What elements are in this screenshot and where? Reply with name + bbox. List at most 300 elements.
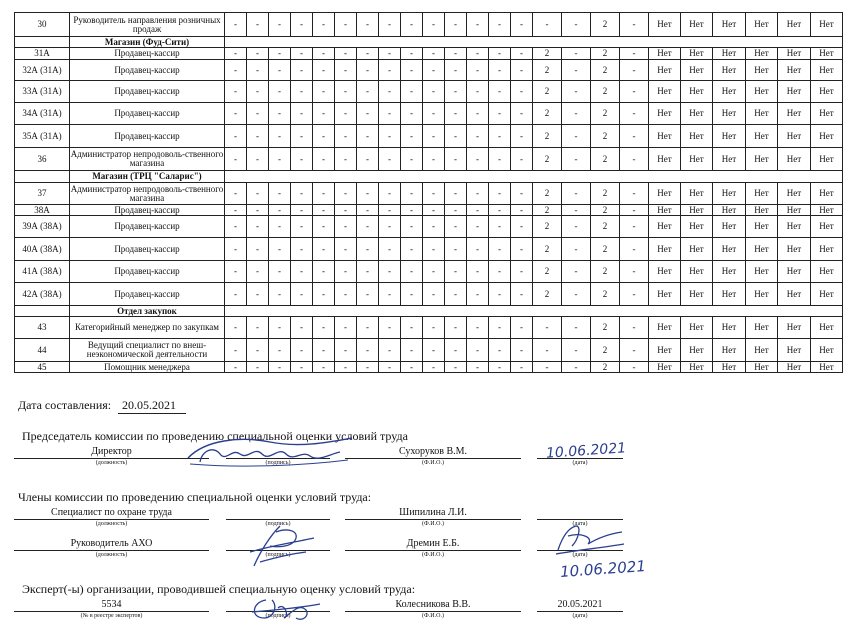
value-cell: -	[357, 362, 379, 373]
value-cell: -	[291, 261, 313, 283]
position-name: Продавец-кассир	[70, 205, 225, 216]
chairman-name: Сухоруков В.М.	[398, 446, 468, 457]
value-cell: Нет	[713, 48, 746, 60]
value-cell: Нет	[649, 125, 681, 148]
value-cell: Нет	[811, 48, 843, 60]
value-cell: Нет	[811, 103, 843, 125]
value-cell: Нет	[811, 125, 843, 148]
value-cell: -	[291, 183, 313, 205]
value-cell: -	[511, 81, 533, 103]
value-cell: -	[620, 362, 649, 373]
value-cell: -	[357, 238, 379, 261]
value-cell: -	[401, 60, 423, 81]
position-name: Продавец-кассир	[70, 238, 225, 261]
value-cell: -	[620, 216, 649, 238]
position-name: Продавец-кассир	[70, 261, 225, 283]
value-cell: -	[489, 339, 511, 362]
value-cell: Нет	[746, 339, 778, 362]
position-name: Продавец-кассир	[70, 125, 225, 148]
value-cell: Нет	[811, 60, 843, 81]
value-cell: Нет	[649, 81, 681, 103]
value-cell: Нет	[713, 339, 746, 362]
value-cell: -	[562, 339, 591, 362]
value-cell: -	[445, 238, 467, 261]
value-cell: Нет	[713, 216, 746, 238]
value-cell: -	[379, 103, 401, 125]
value-cell: -	[269, 48, 291, 60]
value-cell: Нет	[746, 60, 778, 81]
value-cell: -	[379, 125, 401, 148]
value-cell: 2	[533, 60, 562, 81]
value-cell: -	[489, 125, 511, 148]
value-cell: Нет	[811, 13, 843, 37]
value-cell: 2	[533, 238, 562, 261]
value-cell: -	[401, 103, 423, 125]
value-cell: Нет	[649, 362, 681, 373]
value-cell: Нет	[681, 283, 713, 306]
value-cell: -	[423, 125, 445, 148]
value-cell: -	[313, 148, 335, 171]
value-cell: -	[423, 339, 445, 362]
position-name: Продавец-кассир	[70, 48, 225, 60]
value-cell: -	[467, 339, 489, 362]
value-cell: -	[489, 362, 511, 373]
value-cell: Нет	[681, 148, 713, 171]
chairman-signature	[180, 432, 360, 472]
value-cell: -	[467, 81, 489, 103]
value-cell: Нет	[713, 125, 746, 148]
value-cell: -	[269, 261, 291, 283]
value-cell: -	[291, 48, 313, 60]
expert-date: 20.05.2021	[557, 599, 603, 610]
value-cell: -	[489, 81, 511, 103]
value-cell: Нет	[778, 48, 811, 60]
value-cell: -	[313, 13, 335, 37]
member2-date-signature	[548, 520, 628, 560]
value-cell: Нет	[746, 148, 778, 171]
member2-name: Дремин Е.Б.	[406, 538, 460, 549]
value-cell: -	[489, 261, 511, 283]
value-cell: 2	[591, 103, 620, 125]
value-cell: Нет	[649, 48, 681, 60]
value-cell: 2	[591, 60, 620, 81]
value-cell: Нет	[811, 339, 843, 362]
value-cell: -	[269, 205, 291, 216]
row-number: 42А (38А)	[15, 283, 70, 306]
section-row	[15, 306, 843, 317]
row-number: 32А (31А)	[15, 60, 70, 81]
position-name: Продавец-кассир	[70, 60, 225, 81]
value-cell: -	[225, 216, 247, 238]
value-cell: Нет	[778, 216, 811, 238]
value-cell: -	[335, 339, 357, 362]
row-number: 30	[15, 13, 70, 37]
value-cell: Нет	[681, 317, 713, 339]
value-cell: -	[489, 205, 511, 216]
value-cell: -	[225, 183, 247, 205]
value-cell: Нет	[649, 216, 681, 238]
value-cell: 2	[533, 48, 562, 60]
row-number: 40А (38А)	[15, 238, 70, 261]
value-cell: -	[357, 60, 379, 81]
value-cell: -	[511, 205, 533, 216]
position-name: Продавец-кассир	[70, 103, 225, 125]
value-cell: -	[423, 183, 445, 205]
value-cell: -	[335, 125, 357, 148]
value-cell: -	[291, 339, 313, 362]
value-cell: -	[401, 261, 423, 283]
value-cell: -	[489, 317, 511, 339]
value-cell: -	[247, 339, 269, 362]
chairman-position-caption: (должность)	[95, 460, 128, 466]
value-cell: -	[467, 183, 489, 205]
chairman-date-caption: (дата)	[572, 460, 588, 466]
value-cell: -	[445, 81, 467, 103]
value-cell: -	[247, 103, 269, 125]
value-cell: -	[445, 216, 467, 238]
value-cell: -	[467, 103, 489, 125]
value-cell: -	[225, 48, 247, 60]
value-cell: -	[291, 125, 313, 148]
value-cell: -	[620, 317, 649, 339]
table-row	[15, 183, 843, 205]
value-cell: -	[335, 13, 357, 37]
section-title: Отдел закупок	[70, 306, 225, 317]
row-number: 37	[15, 183, 70, 205]
value-cell: -	[423, 60, 445, 81]
value-cell: -	[225, 125, 247, 148]
value-cell: Нет	[778, 317, 811, 339]
value-cell: -	[247, 216, 269, 238]
value-cell: 2	[591, 216, 620, 238]
value-cell: -	[467, 362, 489, 373]
value-cell: -	[313, 125, 335, 148]
value-cell: Нет	[681, 339, 713, 362]
value-cell: -	[247, 283, 269, 306]
value-cell: -	[620, 261, 649, 283]
value-cell: 2	[591, 81, 620, 103]
value-cell: Нет	[681, 48, 713, 60]
value-cell: -	[401, 339, 423, 362]
value-cell: Нет	[811, 238, 843, 261]
value-cell: -	[620, 148, 649, 171]
member1-name: Шипилина Л.И.	[399, 507, 467, 518]
value-cell: -	[247, 148, 269, 171]
value-cell: -	[291, 148, 313, 171]
value-cell: -	[467, 216, 489, 238]
value-cell: -	[357, 148, 379, 171]
value-cell: -	[225, 13, 247, 37]
value-cell: -	[445, 205, 467, 216]
value-cell: -	[620, 205, 649, 216]
value-cell: -	[291, 317, 313, 339]
value-cell: Нет	[778, 238, 811, 261]
value-cell: Нет	[811, 216, 843, 238]
value-cell: -	[247, 183, 269, 205]
value-cell: 2	[591, 317, 620, 339]
value-cell: -	[562, 205, 591, 216]
value-cell: Нет	[713, 317, 746, 339]
value-cell: -	[489, 238, 511, 261]
position-name: Ведущий специалист по внеш-неэкономической деятельности	[70, 339, 225, 362]
value-cell: -	[313, 283, 335, 306]
value-cell: 2	[591, 125, 620, 148]
value-cell: -	[313, 261, 335, 283]
value-cell: Нет	[681, 238, 713, 261]
table-row	[15, 81, 843, 103]
value-cell: -	[225, 238, 247, 261]
value-cell: -	[445, 261, 467, 283]
value-cell: -	[467, 238, 489, 261]
value-cell: -	[247, 125, 269, 148]
value-cell: -	[562, 148, 591, 171]
value-cell: -	[225, 205, 247, 216]
value-cell: -	[357, 103, 379, 125]
value-cell: -	[357, 261, 379, 283]
value-cell: -	[511, 125, 533, 148]
value-cell: -	[562, 60, 591, 81]
table-row	[15, 283, 843, 306]
row-number: 35А (31А)	[15, 125, 70, 148]
value-cell: -	[620, 13, 649, 37]
value-cell: -	[357, 183, 379, 205]
value-cell: Нет	[778, 283, 811, 306]
chairman-position: Директор	[91, 446, 132, 457]
value-cell: -	[313, 48, 335, 60]
value-cell: Нет	[746, 261, 778, 283]
value-cell: -	[423, 81, 445, 103]
value-cell: Нет	[778, 148, 811, 171]
value-cell: -	[225, 339, 247, 362]
value-cell: 2	[591, 261, 620, 283]
value-cell: -	[335, 60, 357, 81]
value-cell: -	[379, 261, 401, 283]
value-cell: -	[247, 362, 269, 373]
value-cell: -	[511, 283, 533, 306]
value-cell: -	[291, 103, 313, 125]
value-cell: -	[511, 216, 533, 238]
value-cell: -	[291, 238, 313, 261]
row-number: 36	[15, 148, 70, 171]
value-cell: Нет	[746, 216, 778, 238]
value-cell: Нет	[746, 317, 778, 339]
value-cell: -	[357, 48, 379, 60]
value-cell: -	[423, 261, 445, 283]
value-cell: Нет	[778, 261, 811, 283]
value-cell: -	[357, 205, 379, 216]
value-cell: -	[489, 48, 511, 60]
value-cell: Нет	[681, 183, 713, 205]
value-cell: Нет	[713, 60, 746, 81]
value-cell: Нет	[811, 283, 843, 306]
value-cell: Нет	[681, 81, 713, 103]
value-cell: -	[335, 283, 357, 306]
value-cell: 2	[591, 238, 620, 261]
value-cell: -	[247, 261, 269, 283]
value-cell: -	[401, 125, 423, 148]
value-cell: -	[445, 103, 467, 125]
table-row	[15, 317, 843, 339]
value-cell: -	[269, 183, 291, 205]
value-cell: -	[247, 48, 269, 60]
value-cell: Нет	[746, 362, 778, 373]
value-cell: Нет	[811, 362, 843, 373]
value-cell: -	[620, 125, 649, 148]
value-cell: Нет	[649, 317, 681, 339]
value-cell: -	[445, 183, 467, 205]
table-row	[15, 339, 843, 362]
value-cell: -	[423, 13, 445, 37]
value-cell: -	[225, 81, 247, 103]
value-cell: Нет	[746, 125, 778, 148]
value-cell: Нет	[713, 13, 746, 37]
value-cell: -	[247, 205, 269, 216]
date-value: 20.05.2021	[122, 398, 176, 412]
value-cell: -	[562, 283, 591, 306]
expert-title: Эксперт(-ы) организации, проводившей специальную оценку условий труда:	[22, 582, 416, 596]
value-cell: -	[291, 283, 313, 306]
value-cell: -	[247, 60, 269, 81]
value-cell: -	[467, 205, 489, 216]
value-cell: -	[379, 362, 401, 373]
value-cell: -	[335, 183, 357, 205]
value-cell: -	[511, 183, 533, 205]
expert-registry-caption: (№ в реестре экспертов)	[80, 613, 143, 619]
value-cell: Нет	[778, 339, 811, 362]
value-cell: -	[562, 48, 591, 60]
value-cell: -	[379, 60, 401, 81]
value-cell: -	[511, 238, 533, 261]
value-cell: -	[423, 362, 445, 373]
value-cell: -	[401, 317, 423, 339]
value-cell: -	[511, 13, 533, 37]
value-cell: -	[225, 148, 247, 171]
value-cell: Нет	[649, 339, 681, 362]
value-cell: Нет	[649, 261, 681, 283]
value-cell: -	[467, 148, 489, 171]
value-cell: -	[620, 339, 649, 362]
value-cell: -	[620, 81, 649, 103]
table-row	[15, 103, 843, 125]
chairman-date: 10.06.2021	[545, 440, 627, 462]
value-cell: -	[269, 125, 291, 148]
value-cell: -	[467, 283, 489, 306]
value-cell: -	[562, 183, 591, 205]
date-label: Дата составления:	[18, 398, 112, 412]
value-cell: -	[467, 317, 489, 339]
value-cell: -	[445, 60, 467, 81]
value-cell: 2	[591, 339, 620, 362]
value-cell: Нет	[811, 317, 843, 339]
value-cell: -	[269, 339, 291, 362]
value-cell: -	[313, 362, 335, 373]
value-cell: -	[269, 60, 291, 81]
value-cell: -	[511, 362, 533, 373]
value-cell: -	[269, 317, 291, 339]
date-underline	[118, 413, 186, 414]
value-cell: Нет	[713, 183, 746, 205]
value-cell: -	[620, 238, 649, 261]
value-cell: -	[379, 148, 401, 171]
row-number: 34А (31А)	[15, 103, 70, 125]
position-name: Администратор непродоволь-ственного магазина	[70, 183, 224, 203]
value-cell: -	[511, 339, 533, 362]
value-cell: -	[445, 48, 467, 60]
value-cell: Нет	[649, 283, 681, 306]
value-cell: Нет	[681, 13, 713, 37]
value-cell: -	[357, 125, 379, 148]
value-cell: -	[562, 238, 591, 261]
row-number: 38А	[15, 205, 70, 216]
row-number: 39А (38А)	[15, 216, 70, 238]
chairman-fio-caption: (Ф.И.О.)	[422, 460, 444, 466]
value-cell: -	[225, 362, 247, 373]
value-cell: -	[335, 317, 357, 339]
value-cell: -	[247, 317, 269, 339]
value-cell: Нет	[713, 362, 746, 373]
value-cell: Нет	[713, 81, 746, 103]
table-row	[15, 148, 843, 171]
value-cell: -	[467, 48, 489, 60]
value-cell: -	[357, 283, 379, 306]
value-cell: Нет	[649, 183, 681, 205]
row-number: 45	[15, 362, 70, 373]
value-cell: -	[489, 183, 511, 205]
table-row	[15, 205, 843, 216]
value-cell: -	[562, 362, 591, 373]
value-cell: -	[291, 13, 313, 37]
section-row	[15, 171, 843, 183]
value-cell: -	[269, 238, 291, 261]
value-cell: -	[401, 216, 423, 238]
position-name: Категорийный менеджер по закупкам	[70, 317, 225, 339]
value-cell: Нет	[713, 205, 746, 216]
value-cell: Нет	[811, 183, 843, 205]
value-cell: -	[511, 261, 533, 283]
value-cell: Нет	[778, 60, 811, 81]
value-cell: -	[379, 13, 401, 37]
value-cell: -	[357, 81, 379, 103]
value-cell: -	[489, 148, 511, 171]
chairman-signature-caption: (подпись)	[265, 460, 291, 466]
value-cell: -	[225, 261, 247, 283]
value-cell: -	[401, 48, 423, 60]
value-cell: -	[379, 283, 401, 306]
value-cell: -	[313, 317, 335, 339]
value-cell: -	[313, 238, 335, 261]
value-cell: Нет	[811, 81, 843, 103]
value-cell: -	[489, 13, 511, 37]
table-row	[15, 238, 843, 261]
value-cell: -	[401, 283, 423, 306]
value-cell: -	[401, 81, 423, 103]
value-cell: 2	[533, 103, 562, 125]
value-cell: 2	[533, 283, 562, 306]
value-cell: -	[562, 261, 591, 283]
value-cell: -	[467, 60, 489, 81]
value-cell: -	[269, 283, 291, 306]
value-cell: -	[379, 205, 401, 216]
value-cell: 2	[591, 13, 620, 37]
row-number: 44	[15, 339, 70, 362]
value-cell: Нет	[681, 261, 713, 283]
value-cell: -	[489, 216, 511, 238]
value-cell: Нет	[778, 205, 811, 216]
value-cell: Нет	[746, 48, 778, 60]
value-cell: -	[562, 103, 591, 125]
results-table	[14, 12, 843, 373]
value-cell: -	[445, 148, 467, 171]
